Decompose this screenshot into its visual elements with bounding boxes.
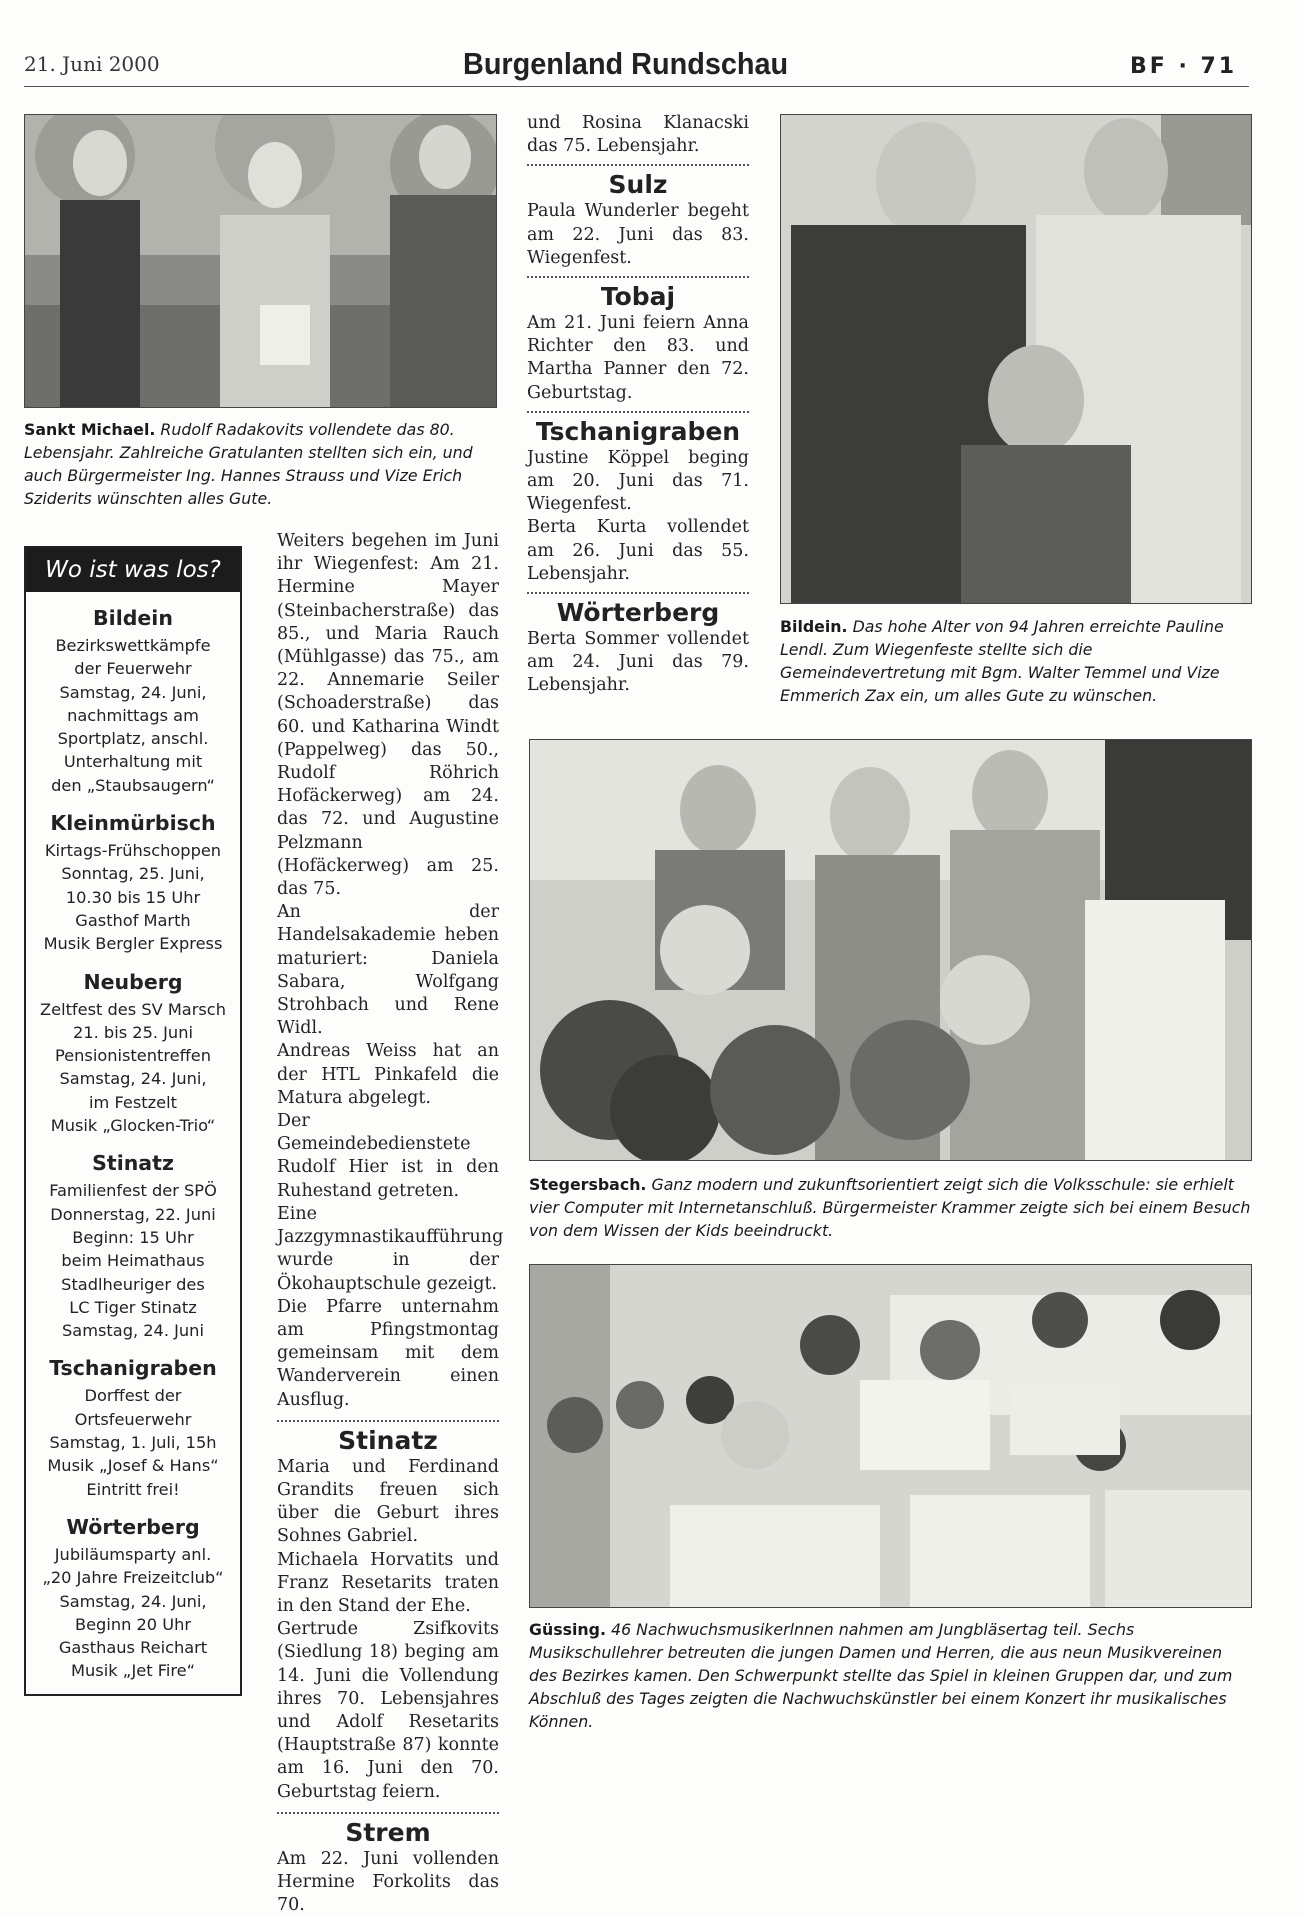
dotted-divider <box>527 411 749 413</box>
events-line: Jubiläumsparty anl. <box>54 1544 212 1564</box>
events-town: Stinatz <box>92 1151 174 1176</box>
events-line: Stadlheuriger des <box>61 1274 205 1294</box>
events-line: Sportplatz, anschl. <box>57 729 209 749</box>
events-line: Gasthaus Reichart <box>58 1638 208 1658</box>
article-rosina: und Rosina Klanacski das 75. Lebensjahr. <box>527 113 749 157</box>
town-heading-strem: Strem <box>345 1817 431 1847</box>
events-line: Donnerstag, 22. Juni <box>50 1204 216 1224</box>
events-line: nachmittags am <box>67 705 199 725</box>
events-town: Neuberg <box>83 969 183 994</box>
article-stinatz-3: Gertrude Zsifkovits (Siedlung 18) beging am 14. Juni die Vollendung ihres 70. Lebensjahres und Adolf Resetarits (Hauptstraße 87) konnte am 16. Juni den 70. Geburtstag feiern. <box>277 1619 499 1802</box>
events-line: Familienfest der SPÖ <box>49 1181 217 1201</box>
events-line: Beginn: 15 Uhr <box>72 1227 194 1247</box>
events-line: Samstag, 24. Juni, <box>59 1591 207 1611</box>
events-line: Musik „Glocken-Trio“ <box>50 1116 216 1136</box>
town-heading-stinatz: Stinatz <box>338 1425 438 1455</box>
caption-text: Ganz modern und zukunftsorientiert zeigt sich die Volksschule: sie erhielt vier Computer mit Internetanschluß. Bürgermeister Krammer zeigte sich bei einem Besuch von dem Wissen der Kids beeindruckt. <box>529 1175 1251 1240</box>
caption-place: Bildein. <box>780 617 848 636</box>
column-2 <box>277 530 504 1917</box>
dotted-divider <box>277 1420 499 1422</box>
events-line: der Feuerwehr <box>74 659 192 679</box>
town-heading-tschanigraben: Tschanigraben <box>535 416 741 446</box>
article-jazz: Eine Jazzgymnastikaufführung wurde in der Ökohauptschule gezeigt. <box>277 1203 504 1294</box>
events-box-heading: Wo ist was los? <box>26 548 240 592</box>
events-line: Sonntag, 25. Juni, <box>61 864 205 884</box>
newspaper-title: Burgenland Rundschau <box>463 46 789 81</box>
caption-place: Güssing. <box>529 1620 606 1639</box>
article-weiters: Weiters begehen im Juni ihr Wiegenfest: Am 21. Hermine Mayer (Steinbacherstraße) das 85., und Maria Rauch (Mühlgasse) das 75., am 22. Annemarie Seiler (Schoaderstraße) das 60. und Katharina Windt (Pappelweg) das 50., Rudolf Röhrich Hofäckerweg) am 24. das 72. und Augustine Pelzmann (Hofäckerweg) am 25. das 75. <box>277 531 499 900</box>
article-sulz: Paula Wunderler begeht am 22. Juni das 83. Wiegenfest. <box>527 201 749 268</box>
caption-bildein <box>780 615 1252 707</box>
events-line: LC Tiger Stinatz <box>69 1297 197 1317</box>
events-line: Bezirkswettkämpfe <box>55 636 211 655</box>
photo-sankt-michael <box>24 114 497 408</box>
events-line: beim Heimathaus <box>61 1251 205 1271</box>
events-line: Unterhaltung mit <box>63 752 203 772</box>
town-heading-woerterberg: Wörterberg <box>556 598 720 628</box>
caption-place: Stegersbach. <box>529 1175 647 1194</box>
events-line: im Festzelt <box>89 1092 177 1112</box>
column-3 <box>527 112 749 698</box>
article-tschanigraben-1: Justine Köppel beging am 20. Juni das 71. Wiegenfest. <box>527 447 749 515</box>
article-stinatz-2: Michaela Horvatits und Franz Resetarits traten in den Stand der Ehe. <box>277 1549 499 1616</box>
article-tobaj: Am 21. Juni feiern Anna Richter den 83. und Martha Panner den 72. Geburtstag. <box>527 313 749 403</box>
caption-stegersbach <box>529 1173 1251 1242</box>
caption-guessing <box>529 1618 1251 1733</box>
page-number: BF · 71 <box>1130 54 1238 79</box>
town-heading-tobaj: Tobaj <box>600 282 676 312</box>
events-line: Pensionistentreffen <box>55 1046 211 1066</box>
caption-text: Rudolf Radakovits vollendete das 80. Lebensjahr. Zahlreiche Gratulanten stellten sich ein, und auch Bürgermeister Ing. Hannes Strauss und Vize Erich Sziderits wünschten alles Gute. <box>24 420 473 508</box>
events-town: Wörterberg <box>66 1514 200 1539</box>
events-line: Zeltfest des SV Marsch <box>40 999 226 1019</box>
article-handelsakademie: An der Handelsakademie heben maturiert: Daniela Sabara, Wolfgang Strohbach und Rene Widl. <box>277 902 499 1039</box>
header-date: 21. Juni 2000 <box>24 52 160 76</box>
article-ruhestand: Der Gemeindebedienstete Rudolf Hier ist in den Ruhestand getreten. <box>277 1111 499 1201</box>
events-line: Eintritt frei! <box>86 1479 180 1499</box>
article-pfarre: Die Pfarre unternahm am Pfingstmontag gemeinsam mit dem Wanderverein einen Ausflug. <box>277 1296 499 1410</box>
article-stinatz-1: Maria und Ferdinand Grandits freuen sich über die Geburt ihres Sohnes Gabriel. <box>277 1456 499 1547</box>
events-line: Samstag, 24. Juni <box>62 1321 204 1341</box>
article-woerterberg: Berta Sommer vollendet am 24. Juni das 79. Lebensjahr. <box>527 629 749 696</box>
events-line: 10.30 bis 15 Uhr <box>65 887 201 907</box>
events-box <box>24 546 242 1696</box>
photo-stegersbach <box>529 739 1252 1161</box>
caption-place: Sankt Michael. <box>24 420 156 439</box>
events-line: „20 Jahre Freizeitclub“ <box>42 1568 224 1588</box>
events-town: Tschanigraben <box>49 1356 217 1381</box>
events-town: Bildein <box>93 606 173 630</box>
caption-sankt-michael <box>24 418 500 510</box>
events-line: den „Staubsaugern“ <box>51 775 215 795</box>
events-line: Beginn 20 Uhr <box>74 1614 191 1634</box>
dotted-divider <box>527 592 749 594</box>
events-line: Gasthof Marth <box>75 910 191 930</box>
events-line: 21. bis 25. Juni <box>73 1022 193 1042</box>
article-tschanigraben-2: Berta Kurta vollendet am 26. Juni das 55. Lebensjahr. <box>527 517 749 584</box>
events-line: Samstag, 1. Juli, 15h <box>49 1433 217 1453</box>
events-line: Kirtags-Frühschoppen <box>44 841 222 861</box>
events-town: Kleinmürbisch <box>50 811 216 836</box>
events-line: Samstag, 24. Juni, <box>59 682 207 702</box>
events-line: Musik „Jet Fire“ <box>71 1661 195 1681</box>
dotted-divider <box>527 164 749 166</box>
caption-text: 46 Nachwuchsmusikerlnnen nahmen am Jungbläsertag teil. Sechs Musikschullehrer betreuten die jungen Damen und Herren, die aus neun Musikvereinen des Bezirkes kamen. Den Schwerpunkt stellte das Spiel in kleinen Gruppen dar, und zum Abschluß des Tages zeigten die Nachwuchskünstler bei einem Konzert ihr musikalisches Können. <box>529 1620 1233 1731</box>
events-line: Ortsfeuerwehr <box>74 1409 192 1429</box>
events-line: Musik „Josef & Hans“ <box>47 1456 219 1476</box>
caption-text: Das hohe Alter von 94 Jahren erreichte Pauline Lendl. Zum Wiegenfeste stellte sich die Gemeindevertretung mit Bgm. Walter Temmel und Vize Emmerich Zax ein, um alles Gute zu wünschen. <box>780 617 1224 705</box>
dotted-divider <box>277 1812 499 1814</box>
dotted-divider <box>527 276 749 278</box>
photo-bildein <box>780 114 1252 604</box>
events-line: Dorffest der <box>84 1386 182 1406</box>
town-heading-sulz: Sulz <box>608 170 668 200</box>
photo-guessing <box>529 1264 1252 1608</box>
header-rule <box>24 86 1249 87</box>
article-strem: Am 22. Juni vollenden Hermine Forkolits das 70. <box>277 1848 499 1916</box>
events-line: Samstag, 24. Juni, <box>59 1069 207 1089</box>
events-line: Musik Bergler Express <box>43 934 223 954</box>
article-htl: Andreas Weiss hat an der HTL Pinkafeld die Matura abgelegt. <box>277 1041 499 1108</box>
